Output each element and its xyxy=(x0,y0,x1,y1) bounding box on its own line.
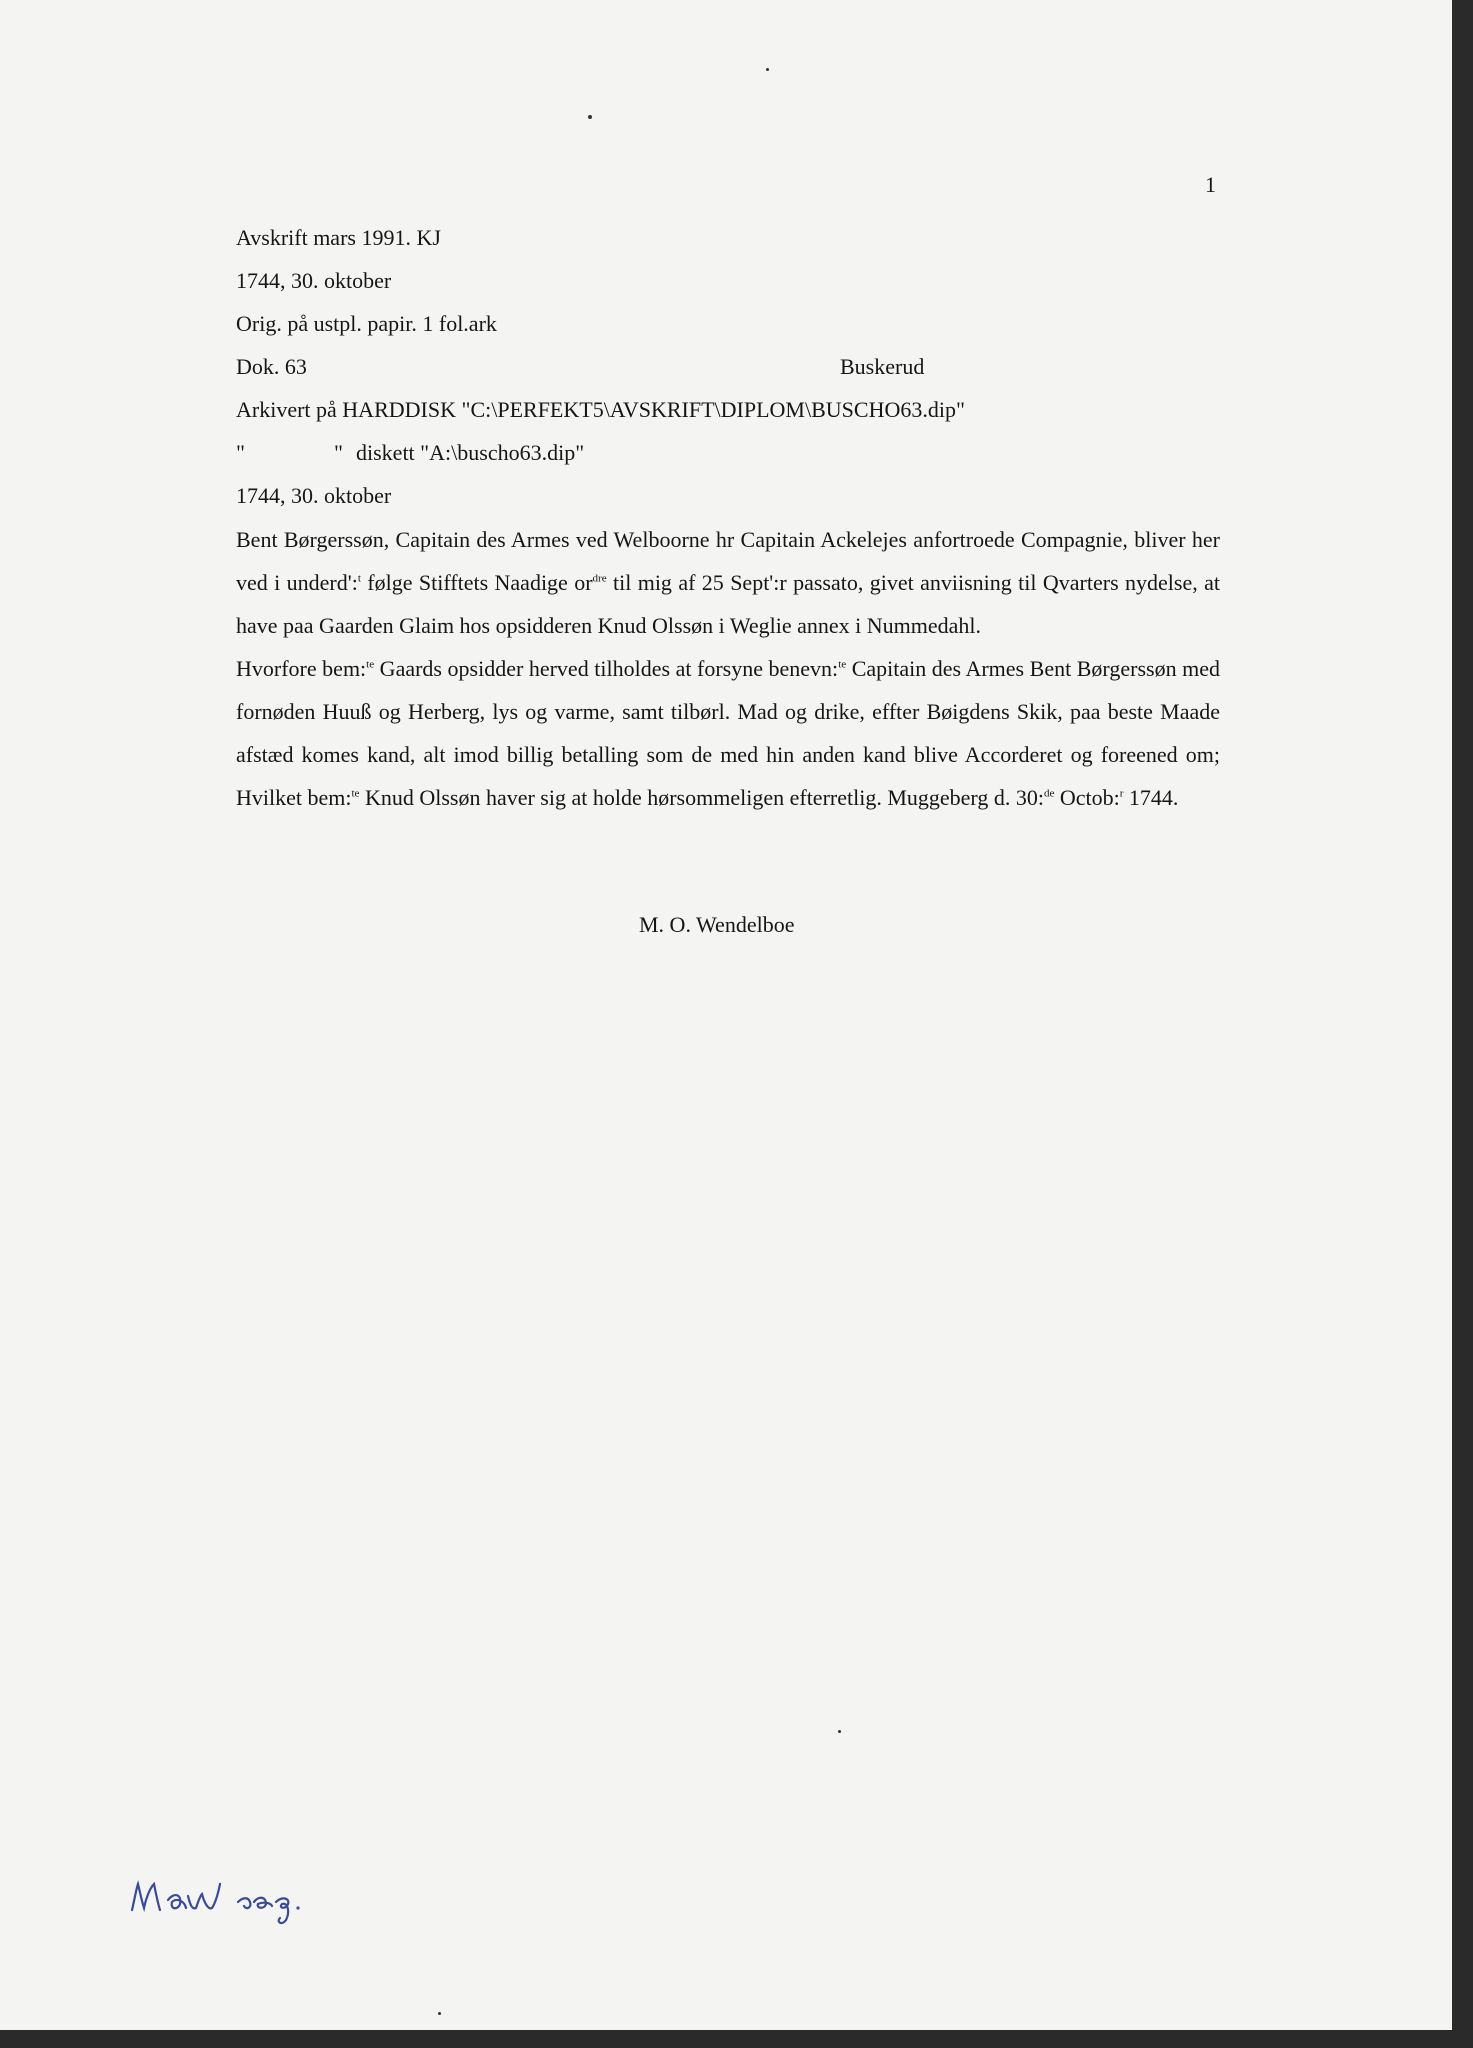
original-description: Orig. på ustpl. papir. 1 fol.ark xyxy=(236,311,497,336)
text-run: Capitain des Armes Bent Børgerssøn med fornøden Huuß og Herberg, lys og varme, samt tilbørl. Mad og drike, effter Bøigdens Skik, paa beste Maade afstæd komes kand, alt imod billig betalling som de med hin anden kand blive Accorderet og foreened om; Hvilket bem: xyxy=(236,656,1220,810)
page-number: 1 xyxy=(1205,172,1216,197)
superscript: r xyxy=(1119,787,1124,800)
paper-speck xyxy=(766,68,769,71)
paper-speck xyxy=(588,115,592,119)
superscript: de xyxy=(1043,787,1055,800)
text-run: Hvorfore bem: xyxy=(236,656,367,681)
diskett-path: diskett "A:\buscho63.dip" xyxy=(356,440,585,465)
archive-path: Arkivert på HARDDISK "C:\PERFEKT5\AVSKRIFT\DIPLOM\BUSCHO63.dip" xyxy=(236,397,965,422)
signature: M. O. Wendelboe xyxy=(639,912,795,937)
paper-speck xyxy=(438,2012,441,2015)
superscript: te xyxy=(366,658,375,671)
date-line: 1744, 30. oktober xyxy=(236,483,392,508)
paragraph-2 xyxy=(236,647,1220,819)
diskett-line xyxy=(236,440,584,466)
text-run: Bent Børgerssøn, Capitain des Armes ved Welboorne hr Capitain Ackelejes anfortroede Compagnie, bliver her ved i underd': xyxy=(236,527,1220,595)
transcription-note: Avskrift mars 1991. KJ xyxy=(236,225,441,250)
text-run: til mig af 25 Sept':r passato, givet anviisning til Qvarters nydelse, at have paa Gaarden Glaim hos opsidderen Knud Olssøn i Weglie annex i Nummedahl. xyxy=(236,570,1221,638)
paragraph-1 xyxy=(236,518,1220,647)
region-label: Buskerud xyxy=(840,354,925,379)
transcription-body xyxy=(236,518,1220,819)
text-run: 1744. xyxy=(1123,785,1179,810)
superscript: t xyxy=(357,572,361,585)
text-run: følge Stifftets Naadige or xyxy=(360,570,593,595)
superscript: dre xyxy=(592,572,607,585)
document-date: 1744, 30. oktober xyxy=(236,268,392,293)
handwritten-note xyxy=(120,1862,360,1942)
superscript: te xyxy=(838,658,847,671)
document-number: Dok. 63 xyxy=(236,354,307,379)
text-run: Octob: xyxy=(1054,785,1120,810)
ditto-mark: " xyxy=(334,440,343,465)
text-run: Knud Olssøn haver sig at holde hørsommeligen efterretlig. Muggeberg d. 30: xyxy=(359,785,1044,810)
superscript: te xyxy=(351,787,360,800)
paper-speck xyxy=(838,1730,841,1733)
ditto-mark: " xyxy=(236,440,245,465)
text-run: Gaards opsidder herved tilholdes at forsyne benevn: xyxy=(374,656,839,681)
